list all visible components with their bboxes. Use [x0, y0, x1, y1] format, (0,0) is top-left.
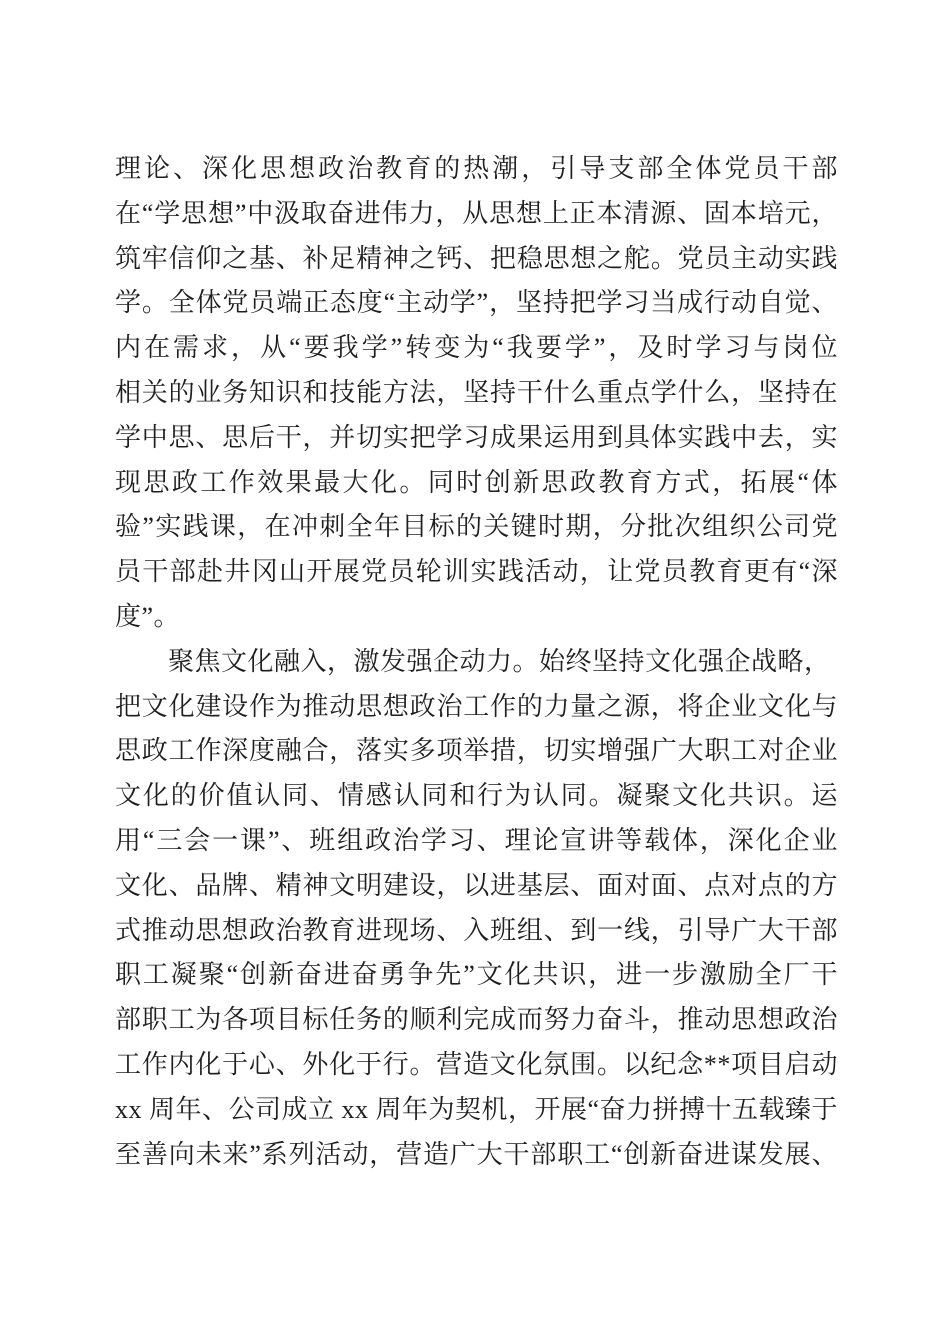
text-line: 思政工作深度融合，落实多项举措，切实增强广大职工对企业: [115, 736, 838, 766]
text-line: 现思政工作效果最大化。同时创新思政教育方式，拓展“体: [115, 467, 838, 497]
text-line: 度”。: [115, 601, 181, 631]
text-line: 工作内化于心、外化于行。营造文化氛围。以纪念**项目启动: [115, 1049, 838, 1079]
text-line: 把文化建设作为推动思想政治工作的力量之源，将企业文化与: [115, 691, 838, 721]
text-line: 学。全体党员端正态度“主动学”，坚持把学习当成行动自觉、: [115, 288, 838, 318]
text-line: 至善向未来”系列活动，营造广大干部职工“创新奋进谋发展、: [115, 1139, 838, 1169]
text-line: 理论、深化思想政治教育的热潮，引导支部全体党员干部: [115, 154, 838, 183]
text-line: 学中思、思后干，并切实把学习成果运用到具体实践中去，实: [115, 422, 838, 452]
text-line: xx 周年、公司成立 xx 周年为契机，开展“奋力拼搏十五载臻于: [115, 1094, 839, 1124]
text-line: 用“三会一课”、班组政治学习、理论宣讲等载体，深化企业: [115, 825, 838, 855]
text-line: 式推动思想政治教育进现场、入班组、到一线，引导广大干部: [115, 915, 838, 945]
text-line: 在“学思想”中汲取奋进伟力，从思想上正本清源、固本培元，: [115, 198, 838, 228]
text-line: 职工凝聚“创新奋进奋勇争先”文化共识，进一步激励全厂干: [115, 960, 838, 990]
text-line: 聚焦文化融入，激发强企动力。始终坚持文化强企战略，: [168, 646, 831, 676]
text-line: 验”实践课，在冲刺全年目标的关键时期，分批次组织公司党: [115, 512, 838, 542]
text-line: 内在需求，从“要我学”转变为“我要学”，及时学习与岗位: [115, 333, 838, 363]
text-line: 文化、品牌、精神文明建设，以进基层、面对面、点对点的方: [115, 870, 838, 900]
text-line: 部职工为各项目标任务的顺利完成而努力奋斗，推动思想政治: [115, 1005, 838, 1035]
text-line: 员干部赴井冈山开展党员轮训实践活动，让党员教育更有“深: [115, 557, 838, 587]
document-text-block: [115, 147, 838, 1177]
text-line: 文化的价值认同、情感认同和行为认同。凝聚文化共识。运: [115, 781, 838, 811]
text-line: 相关的业务知识和技能方法，坚持干什么重点学什么，坚持在: [115, 377, 838, 407]
text-line: 筑牢信仰之基、补足精神之钙、把稳思想之舵。党员主动实践: [115, 243, 838, 273]
